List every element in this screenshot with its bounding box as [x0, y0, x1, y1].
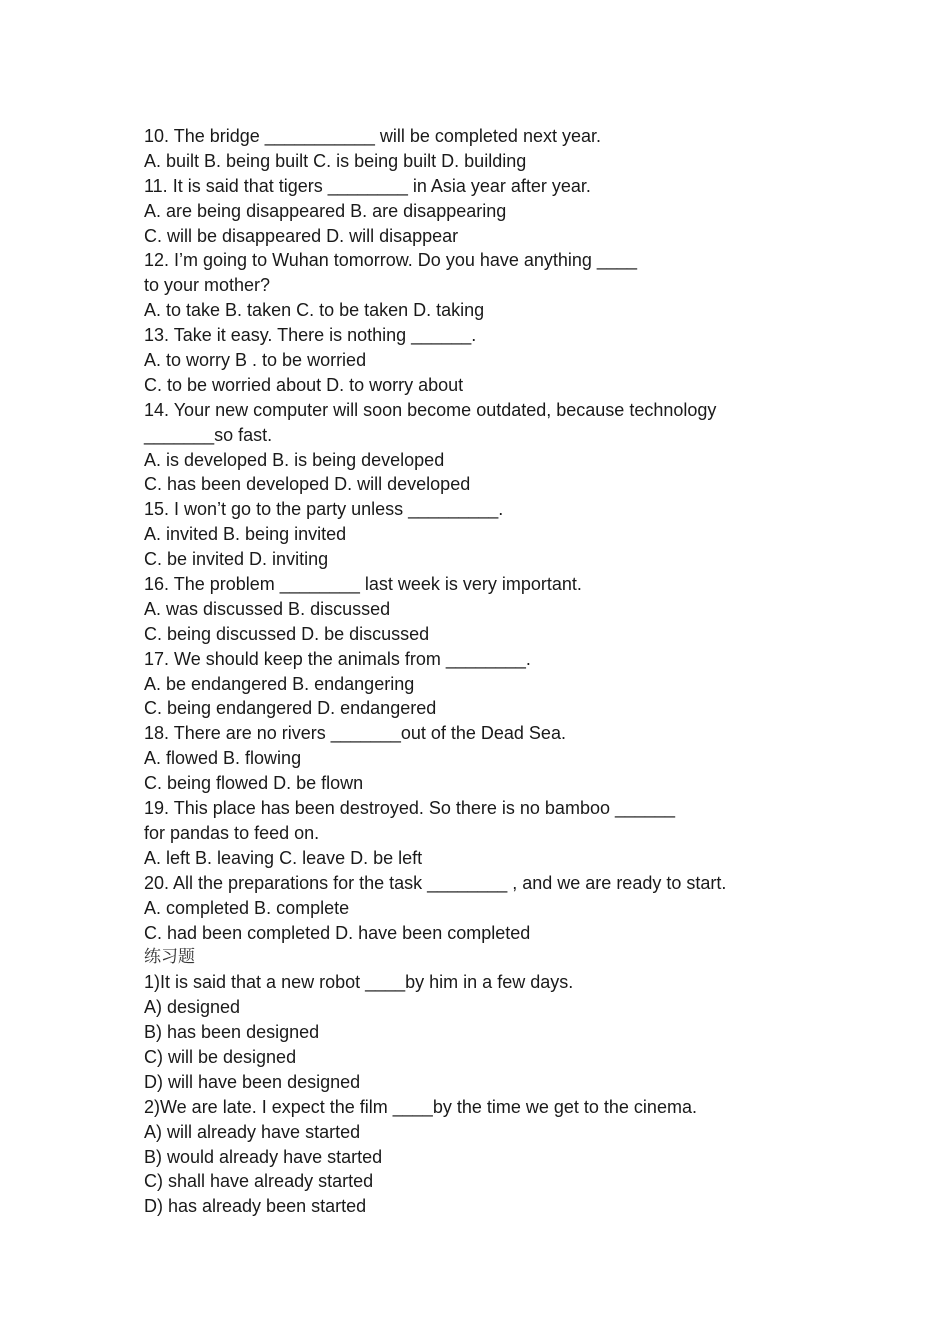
question-12-options: A. to take B. taken C. to be taken D. taking [144, 300, 485, 321]
question-13-options-cd: C. to be worried about D. to worry about [144, 374, 464, 395]
question-10: 10. The bridge ___________ will be completed next year. [144, 126, 601, 146]
question-10-options: A. built B. being built C. is being built D. building [144, 150, 527, 171]
exercise-1: 1)It is said that a new robot ____by him in a few days. [144, 972, 574, 993]
question-15-options-cd: C. be invited D. inviting [144, 549, 329, 570]
question-19-options: A. left B. leaving C. leave D. be left [144, 847, 423, 868]
exercise-1-option-c: C) will be designed [144, 1046, 297, 1067]
question-18: 18. There are no rivers _______out of the Dead Sea. [144, 723, 566, 744]
exercise-2-option-c: C) shall have already started [144, 1171, 374, 1192]
exercise-2-option-b: B) would already have started [144, 1146, 383, 1167]
question-16-options-cd: C. being discussed D. be discussed [144, 623, 430, 644]
question-20-options-cd: C. had been completed D. have been completed [144, 922, 531, 943]
question-13-options-ab: A. to worry B . to be worried [144, 350, 367, 371]
question-11-options-ab: A. are being disappeared B. are disappearing [144, 200, 507, 221]
exercise-1-option-d: D) will have been designed [144, 1071, 361, 1092]
question-17-options-cd: C. being endangered D. endangered [144, 698, 437, 719]
question-15: 15. I won’t go to the party unless _________. [144, 499, 504, 520]
question-11-options-cd: C. will be disappeared D. will disappear [144, 225, 459, 246]
question-13: 13. Take it easy. There is nothing ______. [144, 325, 477, 346]
question-14-options-cd: C. has been developed D. will developed [144, 474, 471, 495]
question-18-options-ab: A. flowed B. flowing [144, 748, 302, 769]
question-14: 14. Your new computer will soon become outdated, because technology [144, 399, 717, 420]
question-12: 12. I’m going to Wuhan tomorrow. Do you have anything ____ [144, 250, 637, 271]
question-12-continued: to your mother? [144, 275, 271, 296]
question-15-options-ab: A. invited B. being invited [144, 524, 347, 545]
question-11: 11. It is said that tigers ________ in Asia year after year. [144, 175, 591, 196]
question-14-options-ab: A. is developed B. is being developed [144, 449, 445, 470]
exercise-2-option-a: A) will already have started [144, 1121, 361, 1142]
question-19: 19. This place has been destroyed. So there is no bamboo ______ [144, 798, 676, 819]
question-16-options-ab: A. was discussed B. discussed [144, 598, 391, 619]
question-14-continued: _______so fast. [144, 424, 273, 445]
question-20: 20. All the preparations for the task ________ , and we are ready to start. [144, 872, 727, 893]
question-16: 16. The problem ________ last week is very important. [144, 574, 582, 595]
question-20-options-ab: A. completed B. complete [144, 897, 350, 918]
exercise-1-option-b: B) has been designed [144, 1022, 320, 1043]
section-heading: 练习题 [144, 947, 195, 968]
question-17: 17. We should keep the animals from ________. [144, 648, 531, 669]
exercise-2: 2)We are late. I expect the film ____by the time we get to the cinema. [144, 1096, 697, 1117]
question-18-options-cd: C. being flowed D. be flown [144, 773, 364, 794]
exercise-2-option-d: D) has already been started [144, 1196, 367, 1217]
exercise-1-option-a: A) designed [144, 997, 241, 1018]
question-19-continued: for pandas to feed on. [144, 822, 320, 843]
document-page [144, 124, 904, 1219]
question-17-options-ab: A. be endangered B. endangering [144, 673, 415, 694]
